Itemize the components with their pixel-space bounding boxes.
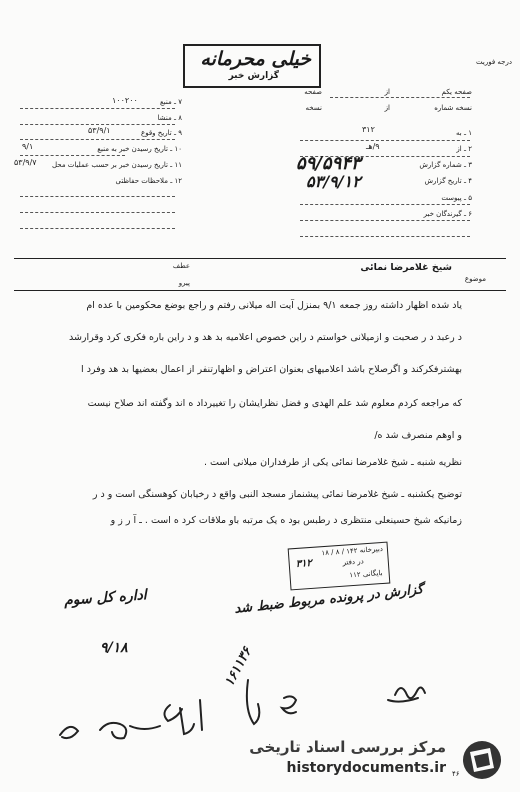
document-page: درجه فوریت خیلی محرمانه گزارش خبر ۷ ـ منبع ۱۰۰۲۰۰ ۸ ـ منشا ۹ ـ تاریخ وقوع ۵۳/۹/۱ ۱۰ ـ تاریخ رسیدن خبر به منبع ۹/۱ ۱۱ ـ تاریخ رسیدن خبر بر حسب عملیات محل ۵۳/۹/۷ ۱۲ ـ ملاحظات حفاظتی صفحه یکم از صفحه نسخه شماره از نسخه ۱ ـ به ۳۱۲ ۲ ـ از ۹/هـ ۳ ـ شماره گزارش ۵۹/۵۹۴۳ ۴ ـ تاریخ گزارش ۵۳/۹/۱۲ ۵ ـ پیوست ۶ ـ گیرندگان خبر موضوع شیخ غلامرضا نمائی عطف پیرو یاد شده اظهار داشته روز جمعه ۹/۱ بمنزل آیت اله میلانی رفتم و راجع بوضع محکومین با عده ام د رعبد د ر صحبت و ازمیلانی خواستم د راین خصوص اعلامیه بد هد و د راین باره فکری کرد وقرارشد بهشترفکرکند و اگرصلاح باشد اعلامیهای بعنوان اعتراض و اظهارتنفر از اعمال بعضیها بد هد وفرد ا که مراجعه کردم معلوم شد علم الهدی و فضل نظرایشان را تغییرداد ه اند وگفته اند صلاح نیست و اوهم منصرف شد ه/ نظریه شنبه ـ شیخ غلامرضا نمائی یکی از طرفداران میلانی است . توضیح یکشنبه ـ شیخ غلامرضا نمائی پیشنماز مسجد النبی واقع د رخیابان کوهسنگی است و د ر زمانیکه شیخ حسینعلی منتظری د رطبس بود ه یک مرتبه باو ملاقات کرد ه است . ـ آ ر ز و دبیرخانه ۱۴۲ / ۸ / ۱۸ در دفتر ۳۱۲ بایگانی ۱۱۲ اداره کل سوم ۹/۱۸ گزارش در پرونده مربوط ضبط شد ۱۶۱۱۳۶ مرکز بررسی اسناد تاریخی historydocuments.ir ۴۶ [0, 0, 520, 792]
note-line: زمانیکه شیخ حسینعلی منتظری د رطبس بود ه یک مرتبه باو ملاقات کرد ه است . ـ آ ر ز و [110, 515, 462, 526]
page-row-label: صفحه یکم [441, 88, 472, 96]
body-line: یاد شده اظهار داشته روز جمعه ۹/۱ بمنزل آیت اله میلانی رفتم و راجع بوضع محکومین با عده ام [86, 300, 462, 311]
field-to-label: ۱ ـ به [456, 129, 472, 137]
copy-row-label: نسخه شماره [434, 104, 472, 112]
field-recipients-label: ۶ ـ گیرندگان خبر [423, 210, 472, 218]
followup-label: پیرو [178, 279, 190, 287]
field-origin-label: ۸ ـ منشا [157, 114, 182, 122]
registry-stamp: دبیرخانه ۱۴۲ / ۸ / ۱۸ در دفتر ۳۱۲ بایگانی ۱۱۲ [288, 542, 391, 591]
field-report-number-value: ۵۹/۵۹۴۳ [296, 153, 361, 174]
watermark-title: مرکز بررسی اسناد تاریخی [249, 738, 446, 756]
handwritten-left-note: اداره کل سوم [63, 587, 148, 609]
page-number: ۴۶ [452, 770, 460, 778]
archive-logo-icon [460, 738, 504, 782]
field-event-date-label: ۹ ـ تاریخ وقوع [141, 129, 182, 137]
field-receipt-ops-label: ۱۱ ـ تاریخ رسیدن خبر بر حسب عملیات محل [52, 161, 182, 169]
handwritten-number: ۱۶۱۱۳۶ [222, 644, 255, 690]
body-line: بهشترفکرکند و اگرصلاح باشد اعلامیهای بعنوان اعتراض و اظهارتنفر از اعمال بعضیها بد هد وفرد ا [81, 364, 462, 375]
note-line: توضیح یکشنبه ـ شیخ غلامرضا نمائی پیشنماز مسجد النبی واقع د رخیابان کوهسنگی است و د ر [92, 489, 462, 500]
body-line: و اوهم منصرف شد ه/ [374, 430, 462, 441]
field-from-label: ۲ ـ از [456, 145, 472, 153]
field-receipt-source-label: ۱۰ ـ تاریخ رسیدن خبر به منبع [97, 145, 182, 153]
field-report-date-label: ۴ ـ تاریخ گزارش [424, 177, 472, 185]
field-report-date-value: ۵۳/۹/۱۲ [306, 172, 361, 191]
field-security-notes-label: ۱۲ ـ ملاحظات حفاظتی [115, 177, 182, 185]
body-line: که مراجعه کردم معلوم شد علم الهدی و فضل نظرایشان را تغییرداد ه اند وگفته اند صلاح نیست [87, 398, 462, 409]
subject-value: شیخ غلامرضا نمائی [360, 262, 452, 273]
field-from-value: ۹/هـ [366, 142, 380, 151]
field-event-date-value: ۵۳/۹/۱ [88, 126, 111, 135]
body-line: د رعبد د ر صحبت و ازمیلانی خواستم د راین خصوص اعلامیه بد هد و د راین باره فکری کرد وقرارشد [68, 332, 462, 343]
field-receipt-ops-value: ۵۳/۹/۷ [14, 158, 37, 167]
handwritten-left-date: ۹/۱۸ [100, 640, 128, 656]
watermark-url: historydocuments.ir [286, 760, 446, 776]
field-receipt-source-value: ۹/۱ [22, 142, 34, 151]
stamp-subtitle: گزارش خبر [228, 71, 279, 81]
field-source-value: ۱۰۰۲۰۰ [112, 96, 138, 105]
field-source-label: ۷ ـ منبع [160, 98, 182, 106]
field-report-number-label: ۳ ـ شماره گزارش [419, 161, 472, 169]
stamp-title: خیلی محرمانه [200, 48, 311, 70]
subject-label: موضوع [464, 275, 486, 283]
handwritten-center-note: گزارش در پرونده مربوط ضبط شد [233, 582, 424, 617]
field-attachment-label: ۵ ـ پیوست [441, 194, 472, 202]
note-line: نظریه شنبه ـ شیخ غلامرضا نمائی یکی از طرفداران میلانی است . [203, 457, 462, 468]
priority-label: درجه فوریت [476, 58, 512, 66]
ref-label: عطف [172, 262, 190, 270]
field-to-value: ۳۱۲ [362, 125, 375, 134]
